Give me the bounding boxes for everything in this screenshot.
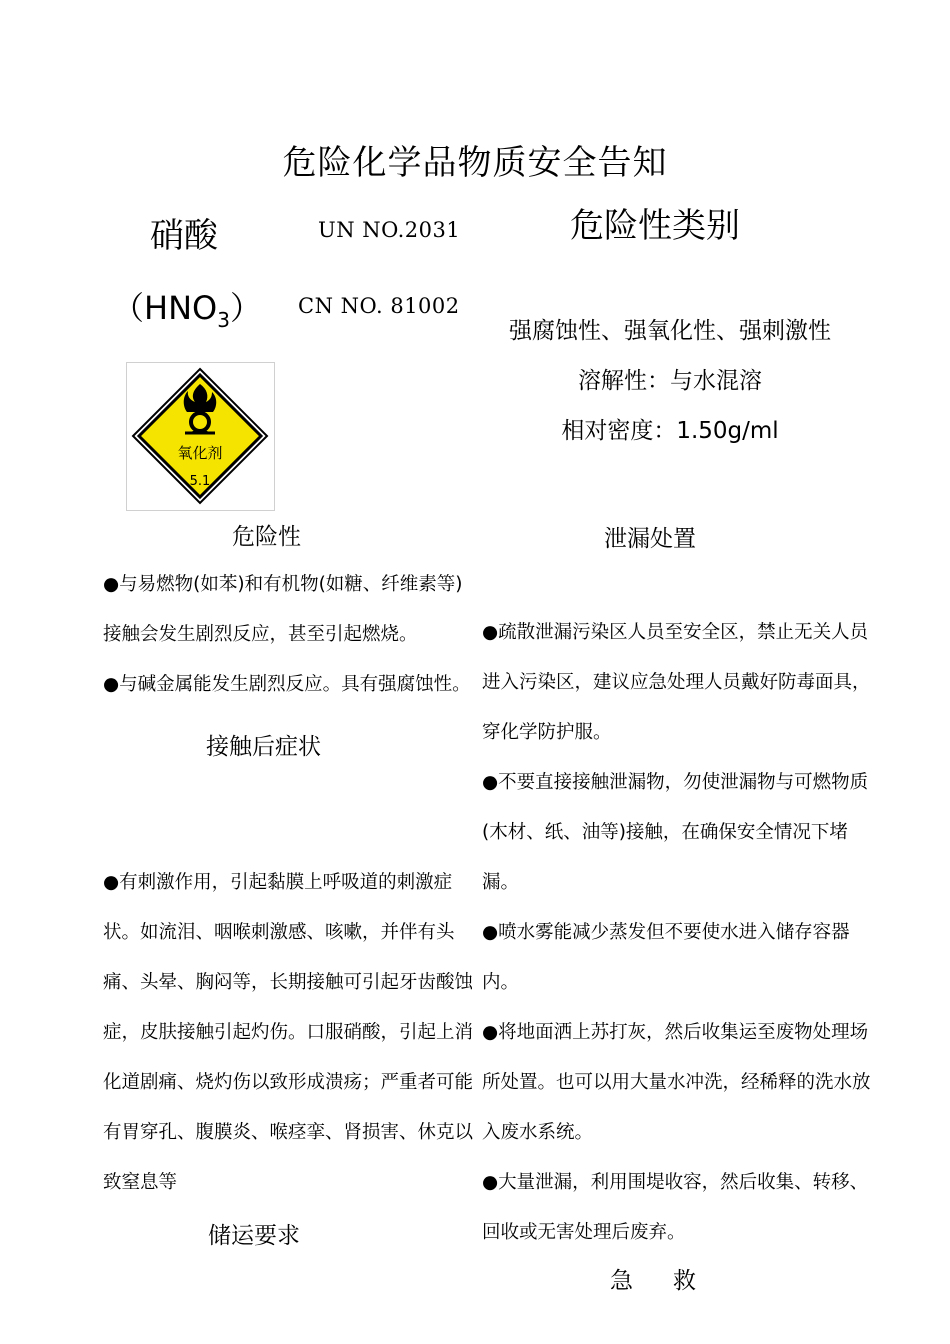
sign-label: 氧化剂 bbox=[177, 444, 223, 462]
density-line: 相对密度：1.50g/ml bbox=[561, 418, 779, 444]
chemical-formula bbox=[112, 283, 262, 332]
symptoms-heading: 接触后症状 bbox=[206, 734, 321, 760]
oxidizer-hazard-sign bbox=[126, 362, 275, 511]
storage-heading: 储运要求 bbox=[208, 1223, 300, 1249]
un-number: UN NO.2031 bbox=[318, 218, 461, 242]
hazards-heading: 危险性 bbox=[232, 524, 301, 550]
hazards-list bbox=[103, 560, 478, 710]
list-item: ●大量泄漏，利用围堤收容，然后收集、转移、回收或无害处理后废弃。 bbox=[482, 1172, 869, 1243]
list-item: ●不要直接接触泄漏物，勿使泄漏物与可燃物质(木材、纸、油等)接触，在确保安全情况下堵漏。 bbox=[482, 772, 869, 893]
formula-open: （HNO bbox=[112, 289, 218, 327]
page-title: 危险化学品物质安全告知 bbox=[282, 143, 668, 183]
chemical-name: 硝酸 bbox=[150, 216, 218, 256]
list-item: ●与易燃物(如苯)和有机物(如糖、纤维素等)接触会发生剧烈反应，甚至引起燃烧。 bbox=[103, 574, 463, 645]
symptoms-list bbox=[103, 858, 478, 1208]
list-item: ●喷水雾能减少蒸发但不要使水进入储存容器内。 bbox=[482, 922, 850, 993]
list-item: ●有刺激作用，引起黏膜上呼吸道的刺激症状。如流泪、咽喉刺激感、咳嗽，并伴有头痛、头晕、胸闷等，长期接触可引起牙齿酸蚀症，皮肤接触引起灼伤。口服硝酸，引起上消化道剧痛、烧灼伤以致形成溃疡；严重者可能有胃穿孔、腹膜炎、喉痉挛、肾损害、休克以致窒息等 bbox=[103, 872, 474, 1193]
solubility-line: 溶解性：与水混溶 bbox=[578, 368, 762, 394]
hazard-diamond-icon bbox=[127, 363, 274, 510]
leak-heading: 泄漏处置 bbox=[604, 526, 696, 552]
formula-subscript: 3 bbox=[217, 308, 230, 332]
formula-close: ） bbox=[229, 289, 262, 327]
cn-number: CN NO. 81002 bbox=[298, 294, 460, 318]
first-aid-heading: 急救 bbox=[610, 1268, 736, 1294]
hazard-category-title: 危险性类别 bbox=[570, 206, 740, 246]
list-item: ●与碱金属能发生剧烈反应。具有强腐蚀性。 bbox=[103, 674, 471, 695]
sign-class: 5.1 bbox=[189, 474, 211, 489]
hazard-property-line: 强腐蚀性、强氧化性、强刺激性 bbox=[509, 318, 831, 344]
leak-list bbox=[482, 608, 874, 1258]
list-item: ●疏散泄漏污染区人员至安全区，禁止无关人员进入污染区，建议应急处理人员戴好防毒面具，穿化学防护服。 bbox=[482, 622, 871, 743]
list-item: ●将地面洒上苏打灰，然后收集运至废物处理场所处置。也可以用大量水冲洗，经稀释的洗水放入废水系统。 bbox=[482, 1022, 871, 1143]
